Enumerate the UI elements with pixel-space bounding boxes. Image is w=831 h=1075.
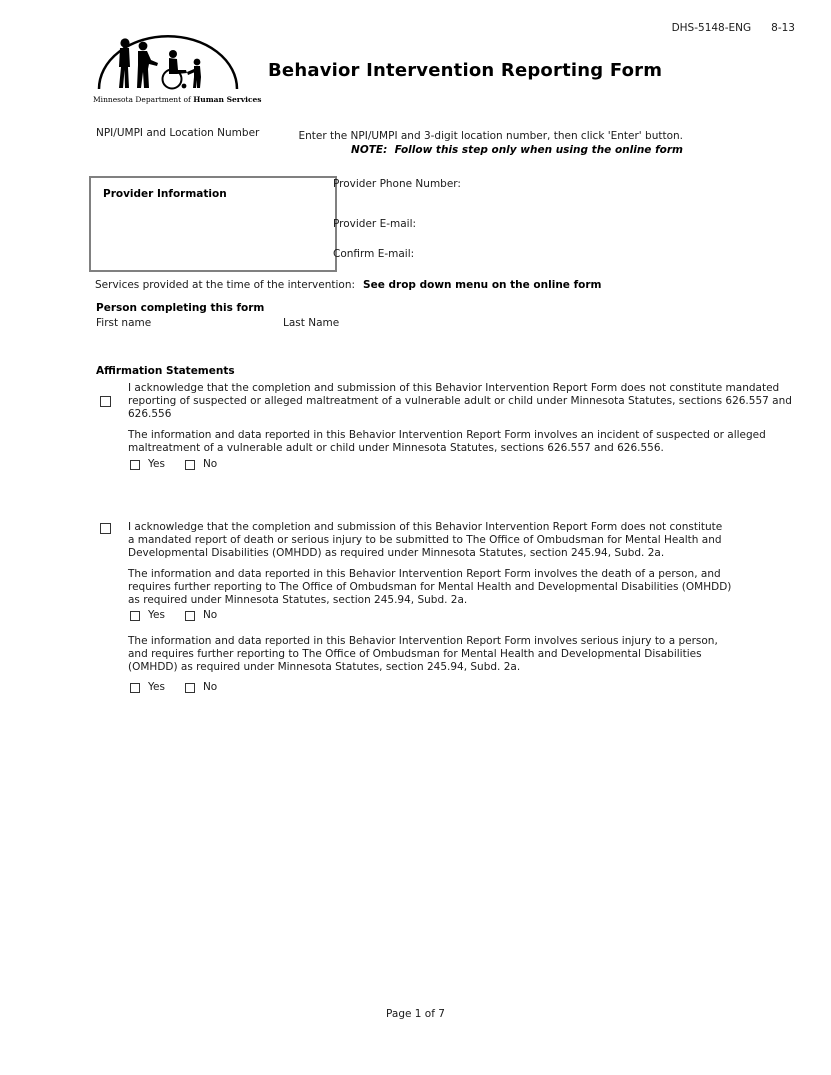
affirmation-1-followup-yesno bbox=[130, 459, 237, 470]
npi-note: NOTE: Follow this step only when using the online form bbox=[351, 144, 683, 156]
person-completing-heading: Person completing this form bbox=[96, 302, 265, 314]
affirmation-2-checkbox[interactable] bbox=[100, 523, 111, 534]
confirm-email-label: Confirm E-mail: bbox=[333, 248, 415, 260]
dhs-logo-graphic bbox=[93, 33, 243, 91]
yes-label: Yes bbox=[148, 458, 165, 470]
affirmation-2-acknowledge-text: I acknowledge that the completion and submission of this Behavior Intervention Report Form does not constitute a mandated report of death or serious injury to be submitted to The Office of Ombudsman for Mental Health and Developmental Disabilities (OMHDD) as required under Minnesota Statutes, section 245.94, Subd. 2a. bbox=[128, 521, 723, 559]
services-value: See drop down menu on the online form bbox=[363, 279, 602, 291]
provider-information-label: Provider Information bbox=[103, 188, 227, 200]
form-code bbox=[672, 22, 795, 35]
affirmation-1-acknowledge-text: I acknowledge that the completion and submission of this Behavior Intervention Report Form does not constitute mandated reporting of suspected or alleged maltreatment of a vulnerable adult or child under Minnesota Statutes, sections 626.557 and 626.556 bbox=[128, 382, 792, 420]
form-revision: 8-13 bbox=[771, 22, 795, 34]
logo-caption bbox=[93, 95, 262, 104]
npi-instruction-text: Enter the NPI/UMPI and 3-digit location number, then click 'Enter' button. bbox=[298, 130, 683, 142]
services-line bbox=[95, 279, 601, 292]
page-title: Behavior Intervention Reporting Form bbox=[268, 60, 663, 81]
affirmation-2-injury-followup-text: The information and data reported in this Behavior Intervention Report Form involves serious injury to a person, and requires further reporting to The Office of Ombudsman for Mental Health and Developmental Disabilities (OMHDD) as required under Minnesota Statutes, section 245.94, Subd. 2a. bbox=[128, 635, 718, 673]
logo-caption-regular: Minnesota Department of bbox=[93, 95, 194, 104]
npi-instructions bbox=[298, 129, 683, 157]
affirmation-1-checkbox[interactable] bbox=[100, 396, 111, 407]
provider-email-label: Provider E-mail: bbox=[333, 218, 417, 230]
affirmation-statements-heading: Affirmation Statements bbox=[96, 365, 235, 377]
form-number: DHS-5148-ENG bbox=[671, 22, 752, 34]
affirmation-1-followup-text: The information and data reported in this Behavior Intervention Report Form involves an incident of suspected or alleged maltreatment of a vulnerable adult or child under Minnesota Statutes, sections 626.557 and 626.556. bbox=[128, 429, 766, 454]
last-name-label: Last Name bbox=[283, 317, 340, 329]
affirmation-2-death-followup-text: The information and data reported in this Behavior Intervention Report Form involves the death of a person, and requires further reporting to The Office of Ombudsman for Mental Health and Developmental Disabilities (OMHDD) as required under Minnesota Statutes, section 245.94, Subd. 2a. bbox=[128, 568, 732, 606]
affirmation-2-death-yes-checkbox[interactable] bbox=[130, 611, 140, 621]
affirmation-2-death-yesno bbox=[130, 610, 237, 621]
affirmation-2-injury-yes-checkbox[interactable] bbox=[130, 683, 140, 693]
first-name-label: First name bbox=[96, 317, 152, 329]
affirmation-1-no-checkbox[interactable] bbox=[185, 460, 195, 470]
logo-caption-bold: Human Services bbox=[193, 95, 262, 104]
no-label: No bbox=[202, 681, 218, 693]
page-indicator: Page 1 of 7 bbox=[386, 1008, 445, 1020]
no-label: No bbox=[202, 609, 218, 621]
affirmation-2-injury-yesno bbox=[130, 682, 237, 693]
affirmation-2-injury-no-checkbox[interactable] bbox=[185, 683, 195, 693]
dhs-logo bbox=[93, 33, 262, 104]
npi-umpi-label: NPI/UMPI and Location Number bbox=[96, 127, 260, 139]
services-label: Services provided at the time of the intervention: bbox=[95, 279, 356, 291]
provider-information-box[interactable] bbox=[89, 176, 337, 272]
affirmation-2-death-no-checkbox[interactable] bbox=[185, 611, 195, 621]
affirmation-1-yes-checkbox[interactable] bbox=[130, 460, 140, 470]
provider-phone-label: Provider Phone Number: bbox=[333, 178, 461, 190]
no-label: No bbox=[202, 458, 218, 470]
yes-label: Yes bbox=[148, 681, 165, 693]
yes-label: Yes bbox=[148, 609, 165, 621]
